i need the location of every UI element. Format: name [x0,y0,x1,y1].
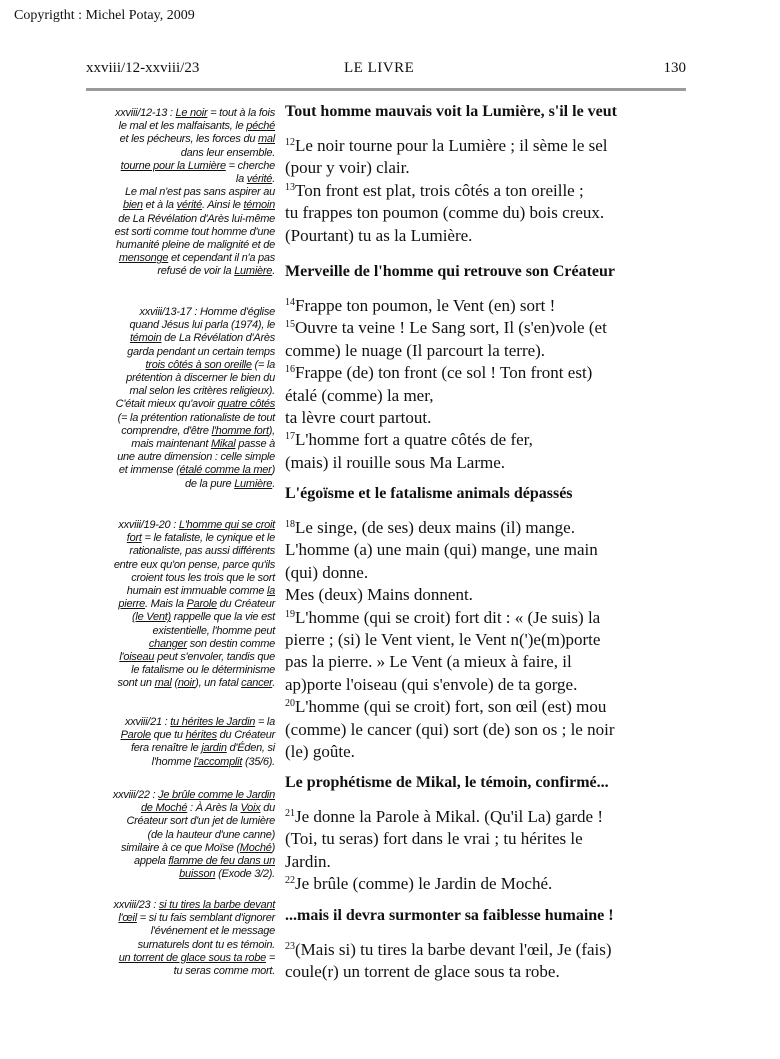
note-text: = la [255,716,275,728]
note-line [85,532,275,545]
underlined-term: L'homme qui se croit [178,519,275,531]
note-text: xxviii/19-20 : [118,519,179,531]
verse-line [285,828,685,850]
note-text: est sorti comme tout homme d'une [114,225,275,238]
verse-line [285,873,685,895]
underlined-term: Voix [240,802,261,815]
note-text: croient tous les trois que le sort [131,571,275,584]
underlined-term: flamme de feu dans un [168,855,275,868]
verse-line [285,295,685,317]
verse-text: (le) goûte. [285,742,355,762]
note-line [85,899,275,912]
section [285,102,685,247]
note-line [85,625,275,638]
verse-text: (Pourtant) tu as la Lumière. [285,225,473,245]
verse-line [285,180,685,202]
note-text: ( [171,677,178,690]
note-line [85,464,275,477]
note-line [85,239,275,252]
note-line [85,925,275,938]
verse-text: (Mais si) tu tires la barbe devant l'œil, Je (fais) [295,940,612,959]
note-line [85,199,275,212]
commentary-note [85,107,275,279]
verse-text: Le singe, (de ses) deux mains (il) mange. [295,518,575,537]
underlined-term: tu hérites le Jardin [170,716,256,728]
note-text: ), [268,424,275,437]
note-text: et à la [142,199,177,212]
note-text: dans leur ensemble. [180,146,275,159]
note-line [85,572,275,585]
note-line [85,213,275,226]
verse-text: Frappe (de) ton front (ce sol ! Ton front est) [295,363,593,383]
note-line [85,120,275,133]
underlined-term: l'accomplit [193,755,243,768]
verse-line [285,202,685,224]
verse-number: 13 [285,181,295,193]
verse-text: comme) le nuage (Il parcourt la terre). [285,340,546,360]
underlined-term: Le noir [175,107,208,119]
note-line [85,306,275,319]
verse-number: 23 [285,941,295,952]
verse-line [285,135,685,157]
note-text: sont un [117,677,155,690]
underlined-term: l'homme fort [211,424,269,437]
note-line [85,107,275,120]
underlined-term: Lumière [234,265,273,278]
commentary-note [85,306,275,491]
note-text: xxviii/13-17 : Homme d'église [139,306,275,318]
verse-text: Je brûle (comme) le Jardin de Moché. [295,874,553,894]
note-text: entre eux qu'on pense, parce qu'ils [113,558,275,571]
note-line [85,173,275,186]
underlined-term: trois côtés à son oreille [145,358,252,371]
note-line [85,855,275,868]
section [285,484,685,763]
note-line [85,815,275,828]
verse-line [285,517,685,539]
note-text: similaire à ce que Moïse ( [120,841,240,854]
underlined-term: buisson [179,868,216,881]
verse-number: 22 [285,875,295,887]
note-text: prétention à discerner le bien du [126,372,275,385]
underlined-term: de Moché [140,802,188,815]
verse-text: L'homme (a) une main (qui) mange, une main [285,540,598,560]
verse-line [285,385,685,407]
note-text: d'Éden, si [226,742,275,755]
section [285,906,685,984]
note-line [85,756,275,769]
note-text: l'événement et le message [150,925,275,938]
note-line [85,677,275,690]
note-line [85,186,275,199]
section-heading: Le prophétisme de Mikal, le témoin, confirmé... [285,774,609,791]
verse-line [285,651,685,673]
note-text: une autre dimension : celle simple [117,451,275,464]
note-text: le mal et les malfaisants, le [118,120,247,133]
verse-line [285,851,685,873]
underlined-term: si tu tires la barbe devant [158,899,275,911]
verse-number: 15 [285,319,295,331]
note-text: xxviii/12-13 : [115,107,176,119]
note-line [85,519,275,532]
verse-number: 12 [285,137,295,148]
underlined-term: la [266,585,275,598]
verse-text: ap)porte l'oiseau (qui s'envole) de ta gorge. [285,674,578,694]
note-text: xxviii/21 : [124,716,171,728]
underlined-term: l'oiseau [119,651,155,664]
note-line [85,965,275,978]
note-line [85,842,275,855]
underlined-term: changer [148,637,187,650]
note-text: Créateur sort d'un jet de lumière [126,815,275,828]
note-line [85,265,275,278]
verse-text: Ton front est plat, trois côtés a ton oreille ; [295,180,584,200]
underlined-term: tourne pour la Lumière [120,159,226,172]
note-text: de La Révélation d'Arès lui-même [118,212,275,225]
verse-line [285,584,685,606]
note-text: passe à [235,438,275,451]
note-text: (35/6). [242,755,275,768]
note-line [85,451,275,464]
note-text: = [266,951,275,964]
underlined-term: mal [258,133,275,146]
note-line [85,559,275,572]
underlined-term: l'œil [118,912,137,925]
note-text: . [272,477,275,490]
note-line [85,802,275,815]
note-text: et cependant il n'a pas [168,252,275,265]
verse-text: Frappe ton poumon, le Vent (en) sort ! [295,296,556,315]
note-line [85,133,275,146]
underlined-term: Parole [186,598,217,611]
verse-number: 20 [285,698,295,710]
note-text: xxviii/22 : [112,789,159,801]
note-line [85,585,275,598]
note-text: . Mais la [145,598,187,611]
section-heading: ...mais il devra surmonter sa faiblesse humaine ! [285,907,614,924]
note-line [85,385,275,398]
underlined-term: mensonge [118,252,169,265]
verse-number: 21 [285,808,295,819]
note-text: humanité pleine de malignité et de [115,239,275,252]
note-text: rationaliste, pas aussi différents [129,545,275,558]
note-text: l'homme [151,755,194,768]
underlined-term: noir [177,677,196,690]
note-text: son destin comme [186,637,275,650]
verse-number: 17 [285,431,295,443]
note-text: . Ainsi le [201,199,244,212]
note-text: de La Révélation d'Arès [161,332,275,345]
copyright-notice: Copyrigtht : Michel Potay, 2009 [14,8,195,23]
note-text: C'était mieux qu'avoir [115,398,218,411]
note-text: quand Jésus lui parla (1974), le [129,319,275,332]
underlined-term: Moché [239,841,272,854]
verse-number: 18 [285,519,295,530]
note-line [85,147,275,160]
verse-line [285,674,685,696]
note-text: ) [271,841,275,854]
section-heading: L'égoïsme et le fatalisme animals dépassés [285,485,573,502]
verse-line [285,362,685,384]
note-text: comprendre, d'être [121,424,212,437]
underlined-term: péché [246,120,275,133]
note-text: fera renaître le [130,742,202,755]
note-text: de la pure [184,477,235,490]
verse-text: étalé (comme) la mer, [285,385,434,405]
section [285,773,685,896]
underlined-term: jardin [201,742,227,755]
verse-line [285,340,685,362]
note-text: = si tu fais semblant d'ignorer [136,912,275,925]
verse-text: (mais) il rouille sous Ma Larme. [285,452,506,472]
underlined-term: Lumière [234,477,273,490]
note-line [85,638,275,651]
verse-line [285,806,685,828]
underlined-term: Je brûle comme le Jardin [158,789,275,801]
note-line [85,160,275,173]
note-line [85,425,275,438]
note-text: que tu [150,729,186,742]
verse-line [285,407,685,429]
note-text: Le mal n'est pas sans aspirer au [124,186,275,199]
verse-line [285,452,685,474]
note-text: (de la hauteur d'une canne) [147,828,275,841]
note-text: mal selon les critères religieux). [129,385,275,398]
underlined-term: quatre côtés [217,398,275,411]
verse-line [285,607,685,629]
note-text: du [260,802,275,815]
verse-range: xxviii/12-xxviii/23 [86,60,200,76]
note-text: xxviii/23 : [113,899,159,911]
verse-number: 19 [285,608,295,620]
verse-number: 16 [285,364,295,376]
note-line [85,952,275,965]
note-text: appela [134,855,169,868]
note-text: existentielle, l'homme peut [152,624,275,637]
note-text: du Créateur [216,598,275,611]
note-text: le fatalisme ou le déterminisme [131,664,275,677]
note-line [85,438,275,451]
note-text: surnaturels dont tu es témoin. [137,938,275,951]
note-text: la [235,173,247,186]
verse-text: (Toi, tu seras) fort dans le vrai ; tu hérites le [285,829,583,849]
note-line [85,611,275,624]
verse-text: (qui) donne. [285,562,369,582]
header-rule [86,88,686,91]
verse-text: Ouvre ta veine ! Le Sang sort, Il (s'en)vole (et [295,318,607,338]
verse-line [285,429,685,451]
verse-text: tu frappes ton poumon (comme du) bois creux. [285,203,605,223]
section [285,262,685,474]
verse-number: 14 [285,297,295,308]
note-text: : À Arès la [187,802,241,815]
verse-line [285,157,685,179]
note-text: du Créateur [216,729,275,742]
note-text: . [272,677,275,690]
verse-text: L'homme fort a quatre côtés de fer, [295,430,533,450]
verse-text: Mes (deux) Mains donnent. [285,585,473,605]
underlined-term: vérité [246,173,273,186]
note-line [85,359,275,372]
note-text: . [272,173,275,186]
commentary-note [85,899,275,978]
verse-line [285,539,685,561]
note-line [85,651,275,664]
note-text: ), un fatal [195,677,242,690]
note-text: (= la [251,358,275,371]
note-line [85,346,275,359]
note-text: = cherche [225,159,275,172]
verse-text: Jardin. [285,851,331,871]
verse-text: coule(r) un torrent de glace sous ta robe. [285,962,560,982]
note-text: = le fataliste, le cynique et le [141,532,275,545]
note-text: et les pécheurs, les forces du [119,133,259,146]
note-text: tu seras comme mort. [173,965,275,978]
section-heading: Merveille de l'homme qui retrouve son Créateur [285,263,615,280]
note-text: humain est immuable comme [126,585,267,598]
verse-text: (pour y voir) clair. [285,158,410,178]
section-heading: Tout homme mauvais voit la Lumière, s'il le veut [285,103,617,120]
verse-line [285,629,685,651]
verse-line [285,562,685,584]
commentary-note [85,519,275,691]
commentary-note [85,716,275,769]
note-text: ) [271,464,275,477]
note-line [85,372,275,385]
note-text: = tout à la fois [207,107,275,119]
note-text: (Exode 3/2). [215,868,275,881]
note-line [85,252,275,265]
verse-line [285,961,685,983]
underlined-term: cancer [241,677,273,690]
note-text: mais maintenant [131,438,211,451]
verse-text: (comme) le cancer (qui) sort (de) son os ; le noir [285,719,615,739]
underlined-term: hérites [185,729,217,742]
note-text: et immense ( [118,464,180,477]
underlined-term: Mikal [210,438,236,451]
note-line [85,868,275,881]
note-text: rappelle que la vie est [170,611,275,624]
verse-text: Le noir tourne pour la Lumière ; il sème le sel [295,136,608,155]
note-line [85,478,275,491]
note-line [85,545,275,558]
underlined-term: témoin [129,332,162,345]
underlined-term: Parole [120,729,151,742]
note-line [85,939,275,952]
note-line [85,716,275,729]
note-text: refusé de voir la [157,265,235,278]
commentary-note [85,789,275,881]
note-text: garda pendant un certain temps [127,345,275,358]
page-header [86,60,686,82]
underlined-term: un torrent de glace sous ta robe [118,951,267,964]
verse-text: Je donne la Parole à Mikal. (Qu'il La) garde ! [295,807,604,826]
note-line [85,412,275,425]
verse-line [285,939,685,961]
underlined-term: fort [126,532,142,545]
note-line [85,226,275,239]
verse-line [285,696,685,718]
verse-text: pas la pierre. » Le Vent (a mieux à faire, il [285,652,572,672]
note-line [85,829,275,842]
verse-line [285,719,685,741]
note-line [85,598,275,611]
note-text: (= la prétention rationaliste de tout [117,411,275,424]
verse-line [285,317,685,339]
verse-text: L'homme (qui se croit) fort dit : « (Je suis) la [295,607,601,627]
underlined-term: (le Vent) [132,611,171,624]
underlined-term: étalé comme la mer [179,464,272,477]
note-line [85,319,275,332]
note-line [85,742,275,755]
note-line [85,664,275,677]
note-text: peut s'envoler, tandis que [154,651,275,664]
underlined-term: mal [154,677,172,690]
note-line [85,912,275,925]
page-number: 130 [663,60,686,76]
note-line [85,398,275,411]
underlined-term: bien [122,199,143,212]
underlined-term: vérité [176,199,202,212]
book-title: LE LIVRE [344,60,415,76]
underlined-term: témoin [243,199,275,212]
underlined-term: pierre [118,598,146,611]
note-line [85,332,275,345]
verse-text: pierre ; (si) le Vent vient, le Vent n(')e(m)porte [285,630,601,650]
verse-line [285,225,685,247]
note-text: . [272,265,275,278]
note-line [85,789,275,802]
note-line [85,729,275,742]
verse-text: L'homme (qui se croit) fort, son œil (est) mou [295,697,607,717]
verse-text: ta lèvre court partout. [285,408,432,428]
verse-line [285,741,685,763]
